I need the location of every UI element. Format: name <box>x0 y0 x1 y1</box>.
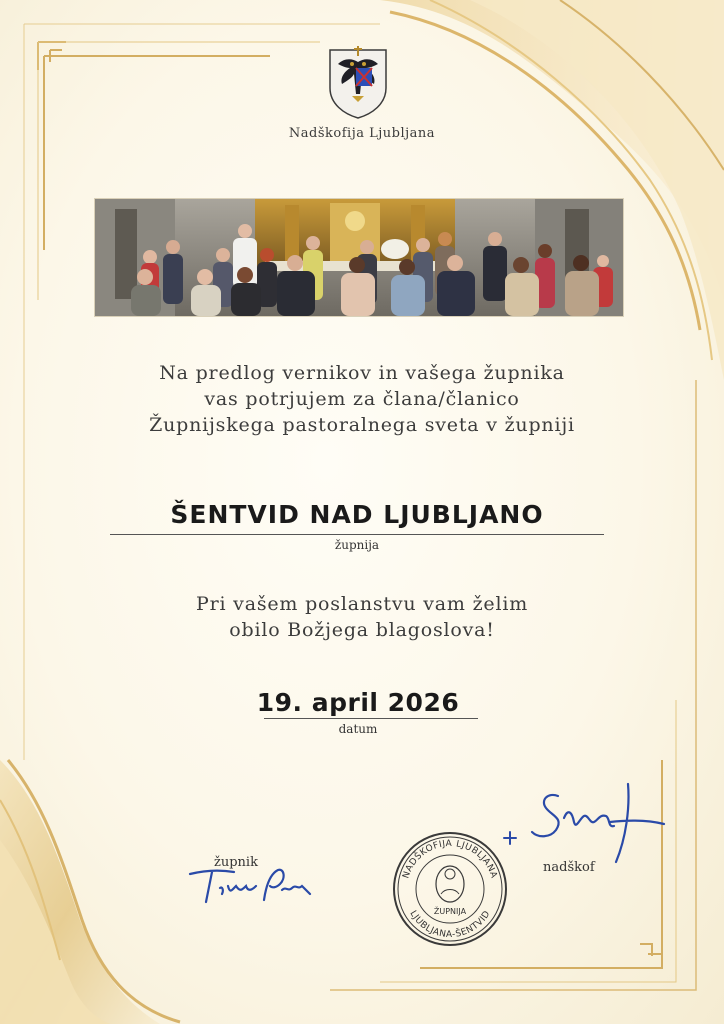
date-underline <box>264 718 478 719</box>
pastor-signature <box>186 860 316 910</box>
institution-name: Nadškofija Ljubljana <box>288 126 436 141</box>
date-caption: datum <box>338 722 378 736</box>
stamp-middle-text: ŽUPNIJA <box>433 907 467 916</box>
archdiocese-coat-of-arms-icon <box>326 44 390 120</box>
pastor-label: župnik <box>214 855 258 870</box>
parish-caption: župnija <box>334 538 380 552</box>
stamp-bottom-text: LJUBLJANA-ŠENTVID <box>407 909 493 941</box>
blessing-line: obilo Božjega blagoslova! <box>229 619 495 641</box>
parish-council-group-photo <box>94 198 624 317</box>
parish-underline <box>110 534 604 535</box>
parish-name: ŠENTVID NAD LJUBLJANO <box>170 500 544 529</box>
blessing-text <box>0 591 724 643</box>
date-value: 19. april 2026 <box>256 688 460 717</box>
blessing-line: Pri vašem poslanstvu vam želim <box>195 593 529 615</box>
bishop-signature <box>498 778 668 868</box>
intro-line: Župnijskega pastoralnega sveta v župniji <box>149 414 575 436</box>
bishop-label: nadškof <box>543 860 595 875</box>
intro-text <box>0 360 724 438</box>
intro-line: vas potrjujem za člana/članico <box>204 388 520 410</box>
stamp-top-text: NADŠKOFIJA LJUBLJANA <box>401 838 499 880</box>
parish-stamp <box>391 830 509 948</box>
intro-line: Na predlog vernikov in vašega župnika <box>159 362 565 384</box>
